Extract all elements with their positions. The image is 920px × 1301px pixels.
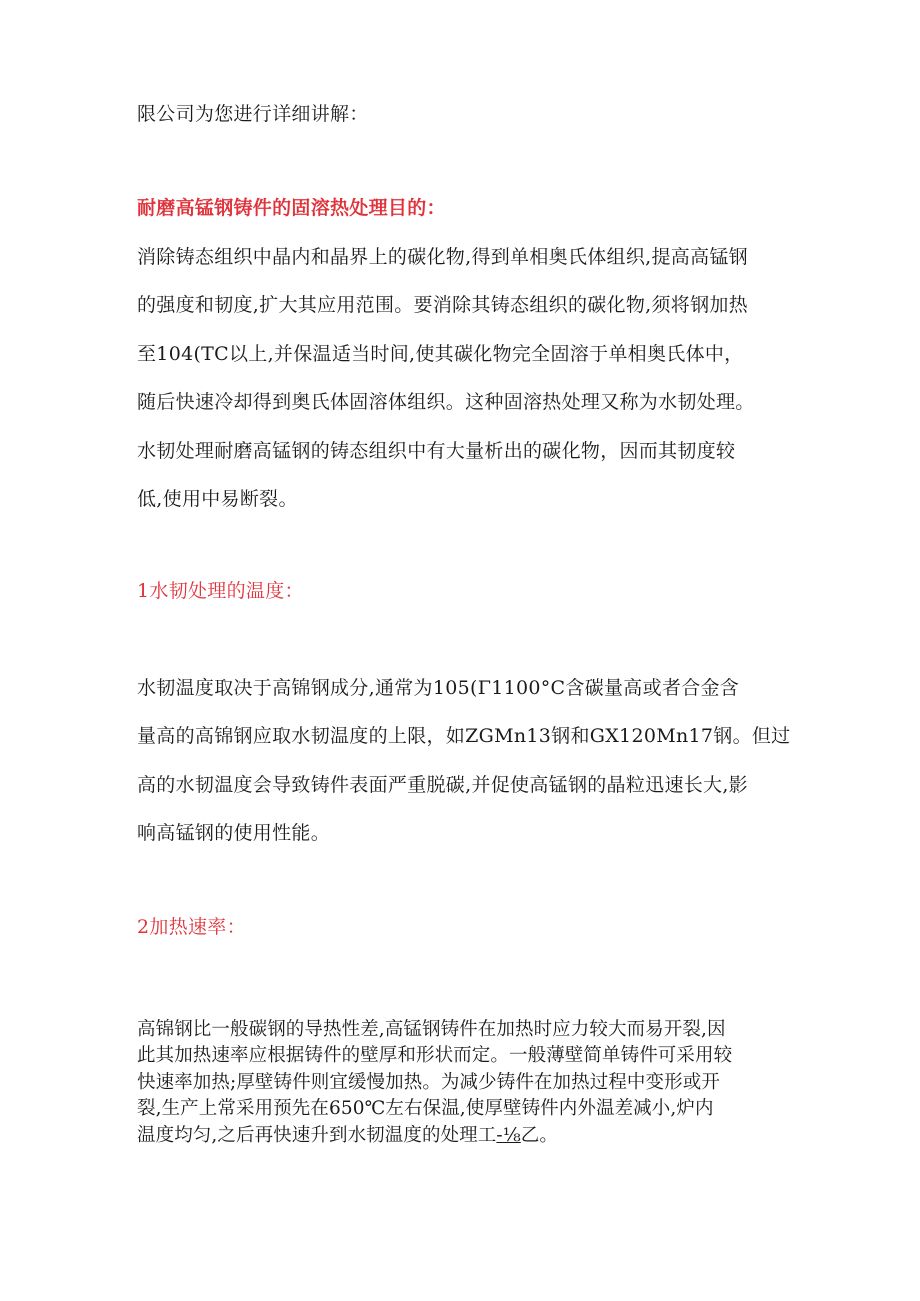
paragraph-line: 的强度和韧度,扩大其应用范围。要消除其铸态组织的碳化物,须将钢加热 (137, 294, 748, 316)
paragraph-line: 此其加热速率应根据铸件的壁厚和形状而定。一般薄壁简单铸件可采用较 (137, 1045, 733, 1066)
section-heading-purpose: 耐磨高锰钢铸件的固溶热处理目的： (137, 197, 446, 219)
section-heading-heating: 2加热速率： (137, 916, 246, 938)
paragraph-line: 裂,生产上常采用预先在650℃左右保温,使厚壁铸件内外温差减小,炉内 (137, 1098, 714, 1119)
intro-line: 限公司为您进行详细讲解： (137, 103, 369, 125)
paragraph-line: 水韧处理耐磨高锰钢的铸态组织中有大量析出的碳化物，因而其韧度较 (137, 440, 736, 462)
section-heading-temperature: 1水韧处理的温度： (137, 580, 304, 602)
paragraph-line: 高锦钢比一般碳钢的导热性差,高锰钢铸件在加热时应力较大而易开裂,因 (137, 1019, 726, 1040)
paragraph-line: 响高锰钢的使用性能。 (137, 822, 331, 844)
last-line-underlined: -⅛ (496, 1125, 521, 1146)
last-line-prefix: 温度均匀,之后再快速升到水韧温度的处理工 (137, 1125, 497, 1146)
paragraph-line: 量高的高锦钢应取水韧温度的上限，如ZGMn13钢和GX120Mn17钢。但过 (137, 725, 791, 747)
paragraph-line: 快速率加热;厚壁铸件则宜缓慢加热。为减少铸件在加热过程中变形或开 (137, 1072, 720, 1093)
paragraph-line: 低,使用中易断裂。 (137, 488, 298, 510)
paragraph-line: 至104(TC以上,并保温适当时间,使其碳化物完全固溶于单相奥氏体中， (137, 343, 744, 365)
paragraph-line-last (137, 1124, 558, 1148)
last-line-suffix: 乙。 (520, 1125, 558, 1146)
paragraph-line: 水韧温度取决于高锦钢成分,通常为105(Γ1100°C含碳量高或者合金含 (137, 677, 740, 699)
paragraph-line: 高的水韧温度会导致铸件表面严重脱碳,并促使高锰钢的晶粒迅速长大,影 (137, 774, 748, 796)
paragraph-line: 随后快速冷却得到奥氏体固溶体组织。这种固溶热处理又称为水韧处理。 (137, 391, 755, 413)
paragraph-line: 消除铸态组织中晶内和晶界上的碳化物,得到单相奥氏体组织,提高高锰钢 (137, 246, 748, 268)
